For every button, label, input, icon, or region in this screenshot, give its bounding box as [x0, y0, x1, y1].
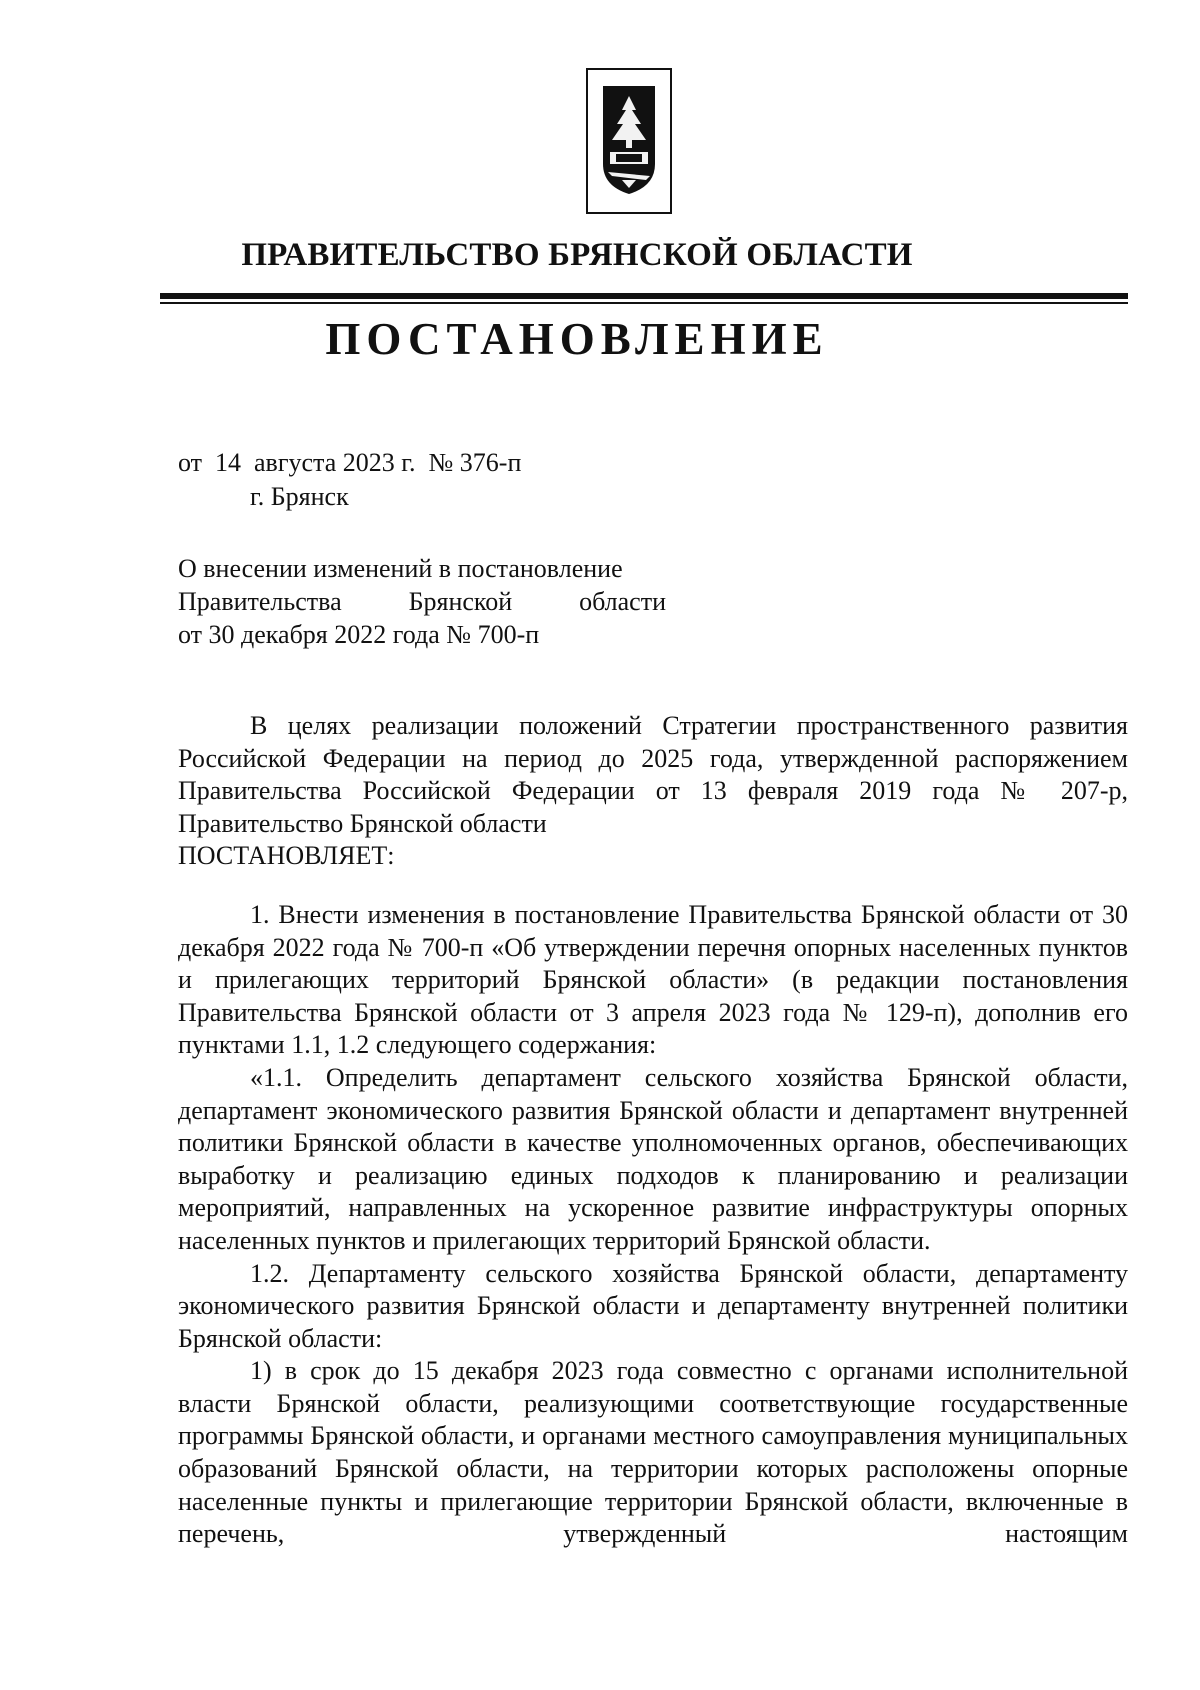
subject-line: от 30 декабря 2022 года № 700-п	[178, 620, 540, 649]
preamble-paragraph: В целях реализации положений Стратегии пространственного развития Российской Федерации на период до 2025 года, утвержденной распоряжением Правительства Российской Федерации от 13 февраля 2019 года № 207-р, Правительство Брянской области	[178, 711, 1128, 838]
item-1-paragraph: 1. Внести изменения в постановление Правительства Брянской области от 30 декабря 2022 года № 700-п «Об утверждении перечня опорных населенных пунктов и прилегающих территорий Брянской области» (в редакции постановления Правительства Брянской области от 3 апреля 2023 года № 129-п), дополнив его пунктами 1.1, 1.2 следующего содержания:	[178, 899, 1128, 1060]
item-1-1-paragraph: «1.1. Определить департамент сельского хозяйства Брянской области, департамент экономического развития Брянской области и департамент внутренней политики Брянской области в качестве уполномоченных органов, обеспечивающих выработку и реализацию единых подходов к планированию и реализации мероприятий, направленных на ускоренное развитие инфраструктуры опорных населенных пунктов и прилегающих территорий Брянской области.	[178, 1062, 1128, 1255]
coat-of-arms-icon	[586, 68, 672, 214]
date-number-line: от 14 августа 2023 г. № 376-п	[178, 448, 522, 477]
document-type: ПОСТАНОВЛЕНИЕ	[325, 314, 829, 364]
header-rule-thin	[160, 302, 1128, 304]
subject-line: О внесении изменений в постановление	[178, 554, 623, 583]
organization-title: ПРАВИТЕЛЬСТВО БРЯНСКОЙ ОБЛАСТИ	[241, 237, 913, 273]
subject-line: Правительства Брянской области	[178, 587, 666, 616]
document-subject	[178, 552, 666, 651]
header-rule-thick	[160, 293, 1128, 299]
item-1-2-paragraph: 1.2. Департаменту сельского хозяйства Брянской области, департаменту экономического развития Брянской области и департаменту внутренней политики Брянской области:	[178, 1258, 1128, 1353]
document-body	[178, 710, 1128, 1551]
resolves-heading: ПОСТАНОВЛЯЕТ:	[178, 841, 395, 871]
subitem-1-paragraph: 1) в срок до 15 декабря 2023 года совместно с органами исполнительной власти Брянской области, реализующими соответствующие государственные программы Брянской области, и органами местного самоуправления муниципальных образований Брянской области, на территории которых расположены опорные населенные пункты и прилегающие территории Брянской области, включенные в перечень, утвержденный настоящим	[178, 1356, 1128, 1549]
city-line: г. Брянск	[250, 482, 349, 511]
